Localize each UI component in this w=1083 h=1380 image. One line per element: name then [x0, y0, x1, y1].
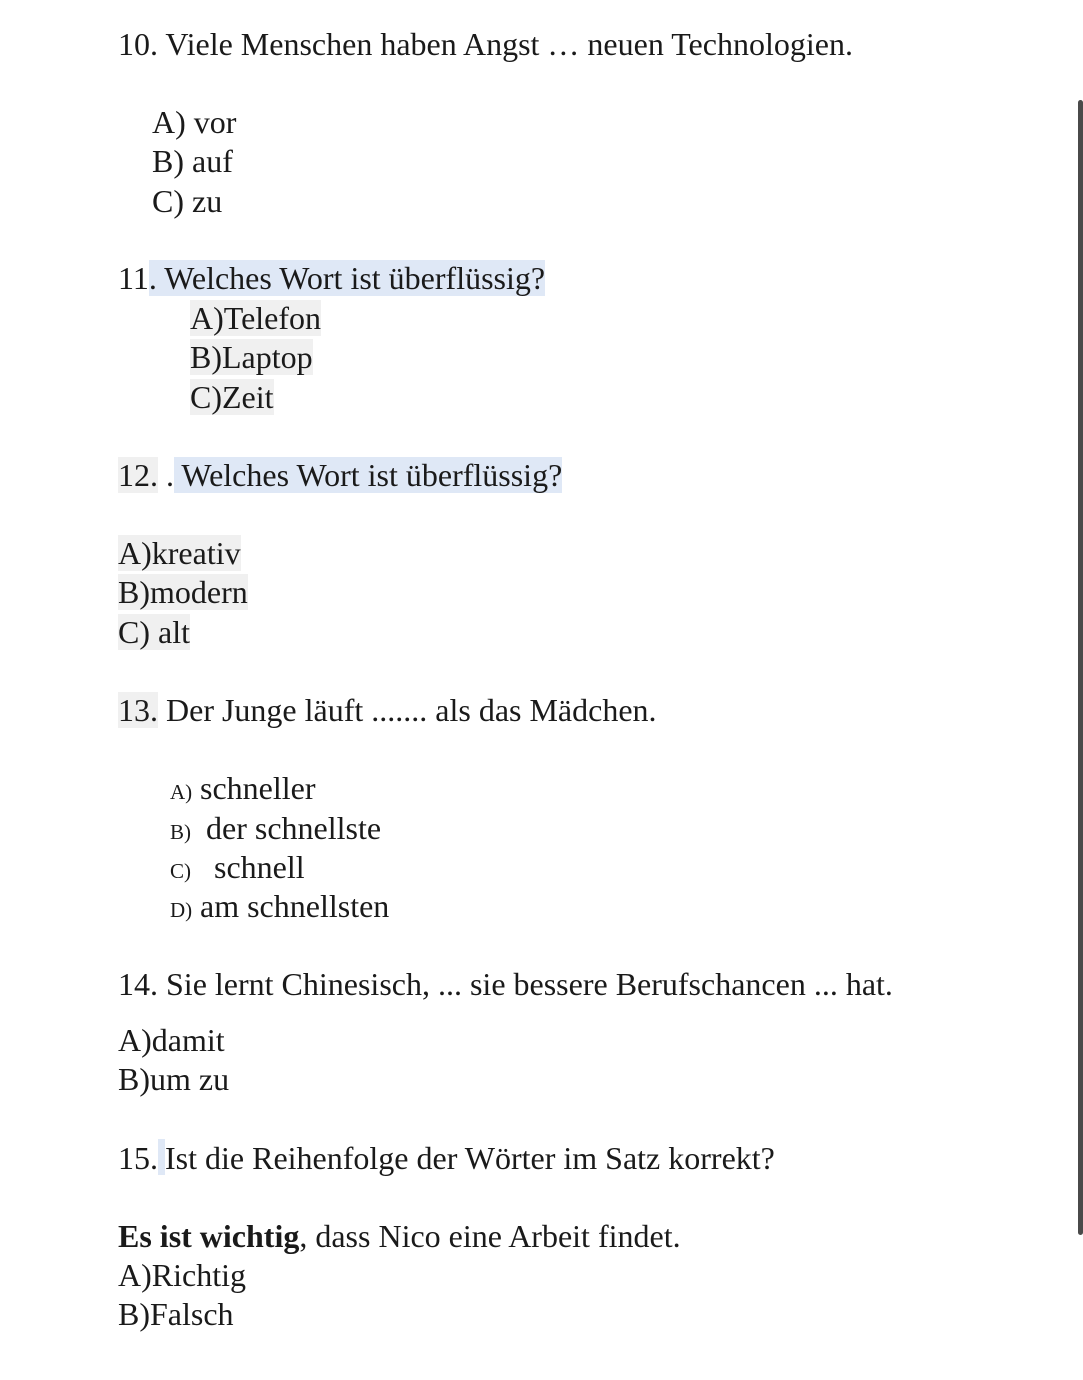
q10-option-a: A) vor	[152, 104, 237, 140]
question-text: Der Junge läuft ....... als das Mädchen.	[166, 692, 657, 728]
question-number: 10.	[118, 26, 158, 62]
q10-option-c: C) zu	[152, 183, 223, 219]
question-number: 15.	[118, 1140, 158, 1176]
q11-option-c: C)Zeit	[190, 379, 274, 415]
option-text: der schnellste	[206, 810, 382, 846]
option-text: schneller	[200, 770, 316, 806]
option-label: C)	[170, 859, 191, 883]
question-12	[118, 455, 562, 495]
q12-option-c: C) alt	[118, 614, 190, 650]
q13-option-b	[170, 808, 381, 852]
question-number: 12.	[118, 457, 158, 493]
question-text: Welches Wort ist überflüssig?	[157, 260, 545, 296]
option-label: B)	[170, 820, 191, 844]
question-text: Welches Wort ist überflüssig?	[174, 457, 562, 493]
vertical-scrollbar[interactable]	[1078, 100, 1083, 1235]
question-number: 13.	[118, 692, 158, 728]
option-text: schnell	[214, 849, 305, 885]
q10-option-b: B) auf	[152, 143, 233, 179]
q12-option-a: A)kreativ	[118, 535, 241, 571]
question-number: 11	[118, 260, 149, 296]
question-13	[118, 690, 657, 730]
question-dot: .	[158, 457, 174, 493]
text-cursor	[158, 1139, 165, 1175]
q11-option-b: B)Laptop	[190, 339, 313, 375]
question-dot: .	[148, 260, 157, 296]
sentence-bold: Es ist wichtig	[118, 1218, 300, 1254]
question-10	[118, 24, 853, 64]
q14-option-a: A)damit	[118, 1022, 225, 1058]
q14-option-b: B)um zu	[118, 1061, 230, 1097]
question-14: 14. Sie lernt Chinesisch, ... sie bessere Berufschancen ... hat.	[118, 966, 893, 1002]
q11-option-a: A)Telefon	[190, 300, 322, 336]
question-text: Ist die Reihenfolge der Wörter im Satz korrekt?	[165, 1140, 775, 1176]
option-label: D)	[170, 898, 193, 922]
q15-option-a: A)Richtig	[118, 1257, 246, 1293]
q15-sentence	[118, 1216, 681, 1256]
q13-option-c	[170, 847, 305, 891]
question-text: Viele Menschen haben Angst … neuen Technologien.	[165, 26, 853, 62]
question-11	[118, 258, 545, 298]
q15-option-b: B)Falsch	[118, 1296, 234, 1332]
option-label: A)	[170, 780, 193, 804]
sentence-rest: , dass Nico eine Arbeit findet.	[299, 1218, 681, 1254]
question-15	[118, 1138, 775, 1178]
q12-option-b: B)modern	[118, 574, 248, 610]
option-text: am schnellsten	[200, 888, 390, 924]
q13-option-a	[170, 768, 316, 812]
q13-option-d	[170, 886, 389, 930]
